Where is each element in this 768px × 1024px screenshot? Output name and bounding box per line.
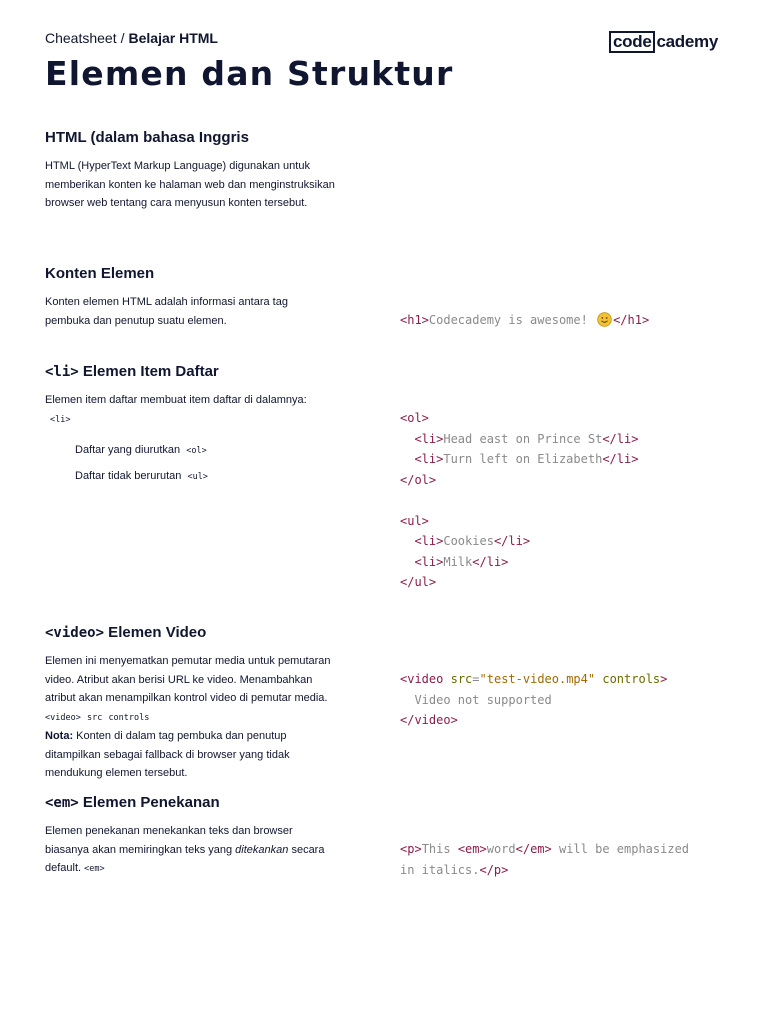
code-block-lists [400,408,638,593]
code-text: Cookies [443,534,494,548]
code-tag: <em> [457,842,487,856]
inline-code-controls: controls [108,712,150,723]
code-text: Turn left on Elizabeth [443,452,603,466]
inline-code-li: <li> [50,414,71,425]
code-text: Video not supported [414,692,552,707]
breadcrumb-separator: / [120,30,125,46]
code-tag: </ul> [400,575,437,589]
code-text: This [421,842,458,856]
breadcrumb-current: Belajar HTML [128,30,218,46]
section-text-li [45,391,335,429]
code-tag: </li> [493,534,531,548]
code-tag: </li> [602,452,639,466]
code-tag: <li> [414,431,444,446]
inline-code-video: <video> [45,712,81,723]
code-tag: <video [400,672,444,686]
note-label: Nota: [45,730,74,742]
code-tag: <p> [400,842,422,856]
code-tag: <li> [414,554,444,569]
breadcrumb-root[interactable]: Cheatsheet [45,30,117,46]
code-tag: <ul> [400,513,429,528]
inline-code-src: src [86,712,103,723]
section-text-content: Konten elemen HTML adalah informasi antara tag pembuka dan penutup suatu elemen. [45,296,288,327]
code-text: word [486,842,516,856]
code-text: Milk [443,554,473,569]
code-block-video [400,669,667,731]
em-italic-word: ditekankan [235,843,289,856]
em-description: Elemen penekanan menekankan teks dan browser biasanya akan memiringkan teks yang [45,825,293,856]
code-tag: <h1> [400,313,429,327]
code-tag: </p> [479,862,509,877]
code-text: = [472,672,480,686]
section-text-em [45,822,335,879]
section-text-html: HTML (HyperText Markup Language) digunakan untuk memberikan konten ke halaman web dan menginstruksikan browser web tentang cara menyusun konten tersebut. [45,160,335,209]
code-text: Codecademy is awesome! [428,313,596,327]
list-item-unordered [75,467,208,486]
code-text: Head east on Prince St [443,431,603,446]
section-heading-content: Konten Elemen [45,265,155,282]
code-tag: > [660,672,668,686]
codecademy-logo[interactable] [609,31,718,53]
code-tag: </video> [400,713,458,727]
heading-text: Elemen Video [104,624,207,641]
code-attr: controls [602,672,661,686]
code-tag: <li> [414,534,444,548]
list-item-text: Daftar yang diurutkan [75,444,181,456]
code-tag: </h1> [613,313,650,327]
section-heading-em [45,793,220,813]
heading-text: Elemen Item Daftar [78,363,219,380]
heading-text: Elemen Penekanan [78,794,220,811]
code-tag: <li> [414,452,444,466]
em-description-end: secara default. [45,843,325,874]
code-tag: </li> [472,554,509,569]
code-tag: <ol> [400,411,429,425]
note-text: Konten di dalam tag pembuka dan penutup ditampilkan sebagai fallback di browser yang tidak mendukung elemen tersebut. [45,730,290,779]
code-text: will be emphasized [551,842,690,856]
code-text: in italics. [400,862,480,877]
code-block-h1 [400,310,649,331]
logo-rest-text: cademy [656,32,719,51]
inline-code-ul: <ul> [187,472,208,482]
code-tag: </em> [515,842,552,856]
inline-code-em: <em> [84,864,105,874]
list-item-ordered [75,441,207,460]
code-block-em [400,839,689,880]
code-tag: </ol> [400,472,437,487]
list-item-text: Daftar tidak berurutan [75,470,182,482]
video-description: Elemen ini menyematkan pemutar media untuk pemutaran video. Atribut akan berisi URL ke video. Menambahkan atribut akan menampilkan kontrol video di pemutar media. [45,655,331,704]
li-description: Elemen item daftar membuat item daftar di dalamnya: [45,394,307,406]
heading-code: <em> [45,795,79,811]
page-title: Elemen dan Struktur [45,54,454,93]
logo-box-text: code [609,31,655,53]
code-string: "test-video.mp4" [479,672,596,686]
section-heading-html: HTML (dalam bahasa Inggris [45,129,249,146]
section-heading-li [45,362,219,382]
section-heading-video [45,623,206,643]
section-text-video [45,652,335,783]
heading-code: <video> [45,625,105,641]
breadcrumb [45,29,218,47]
heading-code: <li> [45,364,79,380]
inline-code-ol: <ol> [186,446,207,456]
code-tag: </li> [602,431,639,446]
smiley-emoji-icon [597,312,612,327]
code-attr: src [450,672,473,686]
